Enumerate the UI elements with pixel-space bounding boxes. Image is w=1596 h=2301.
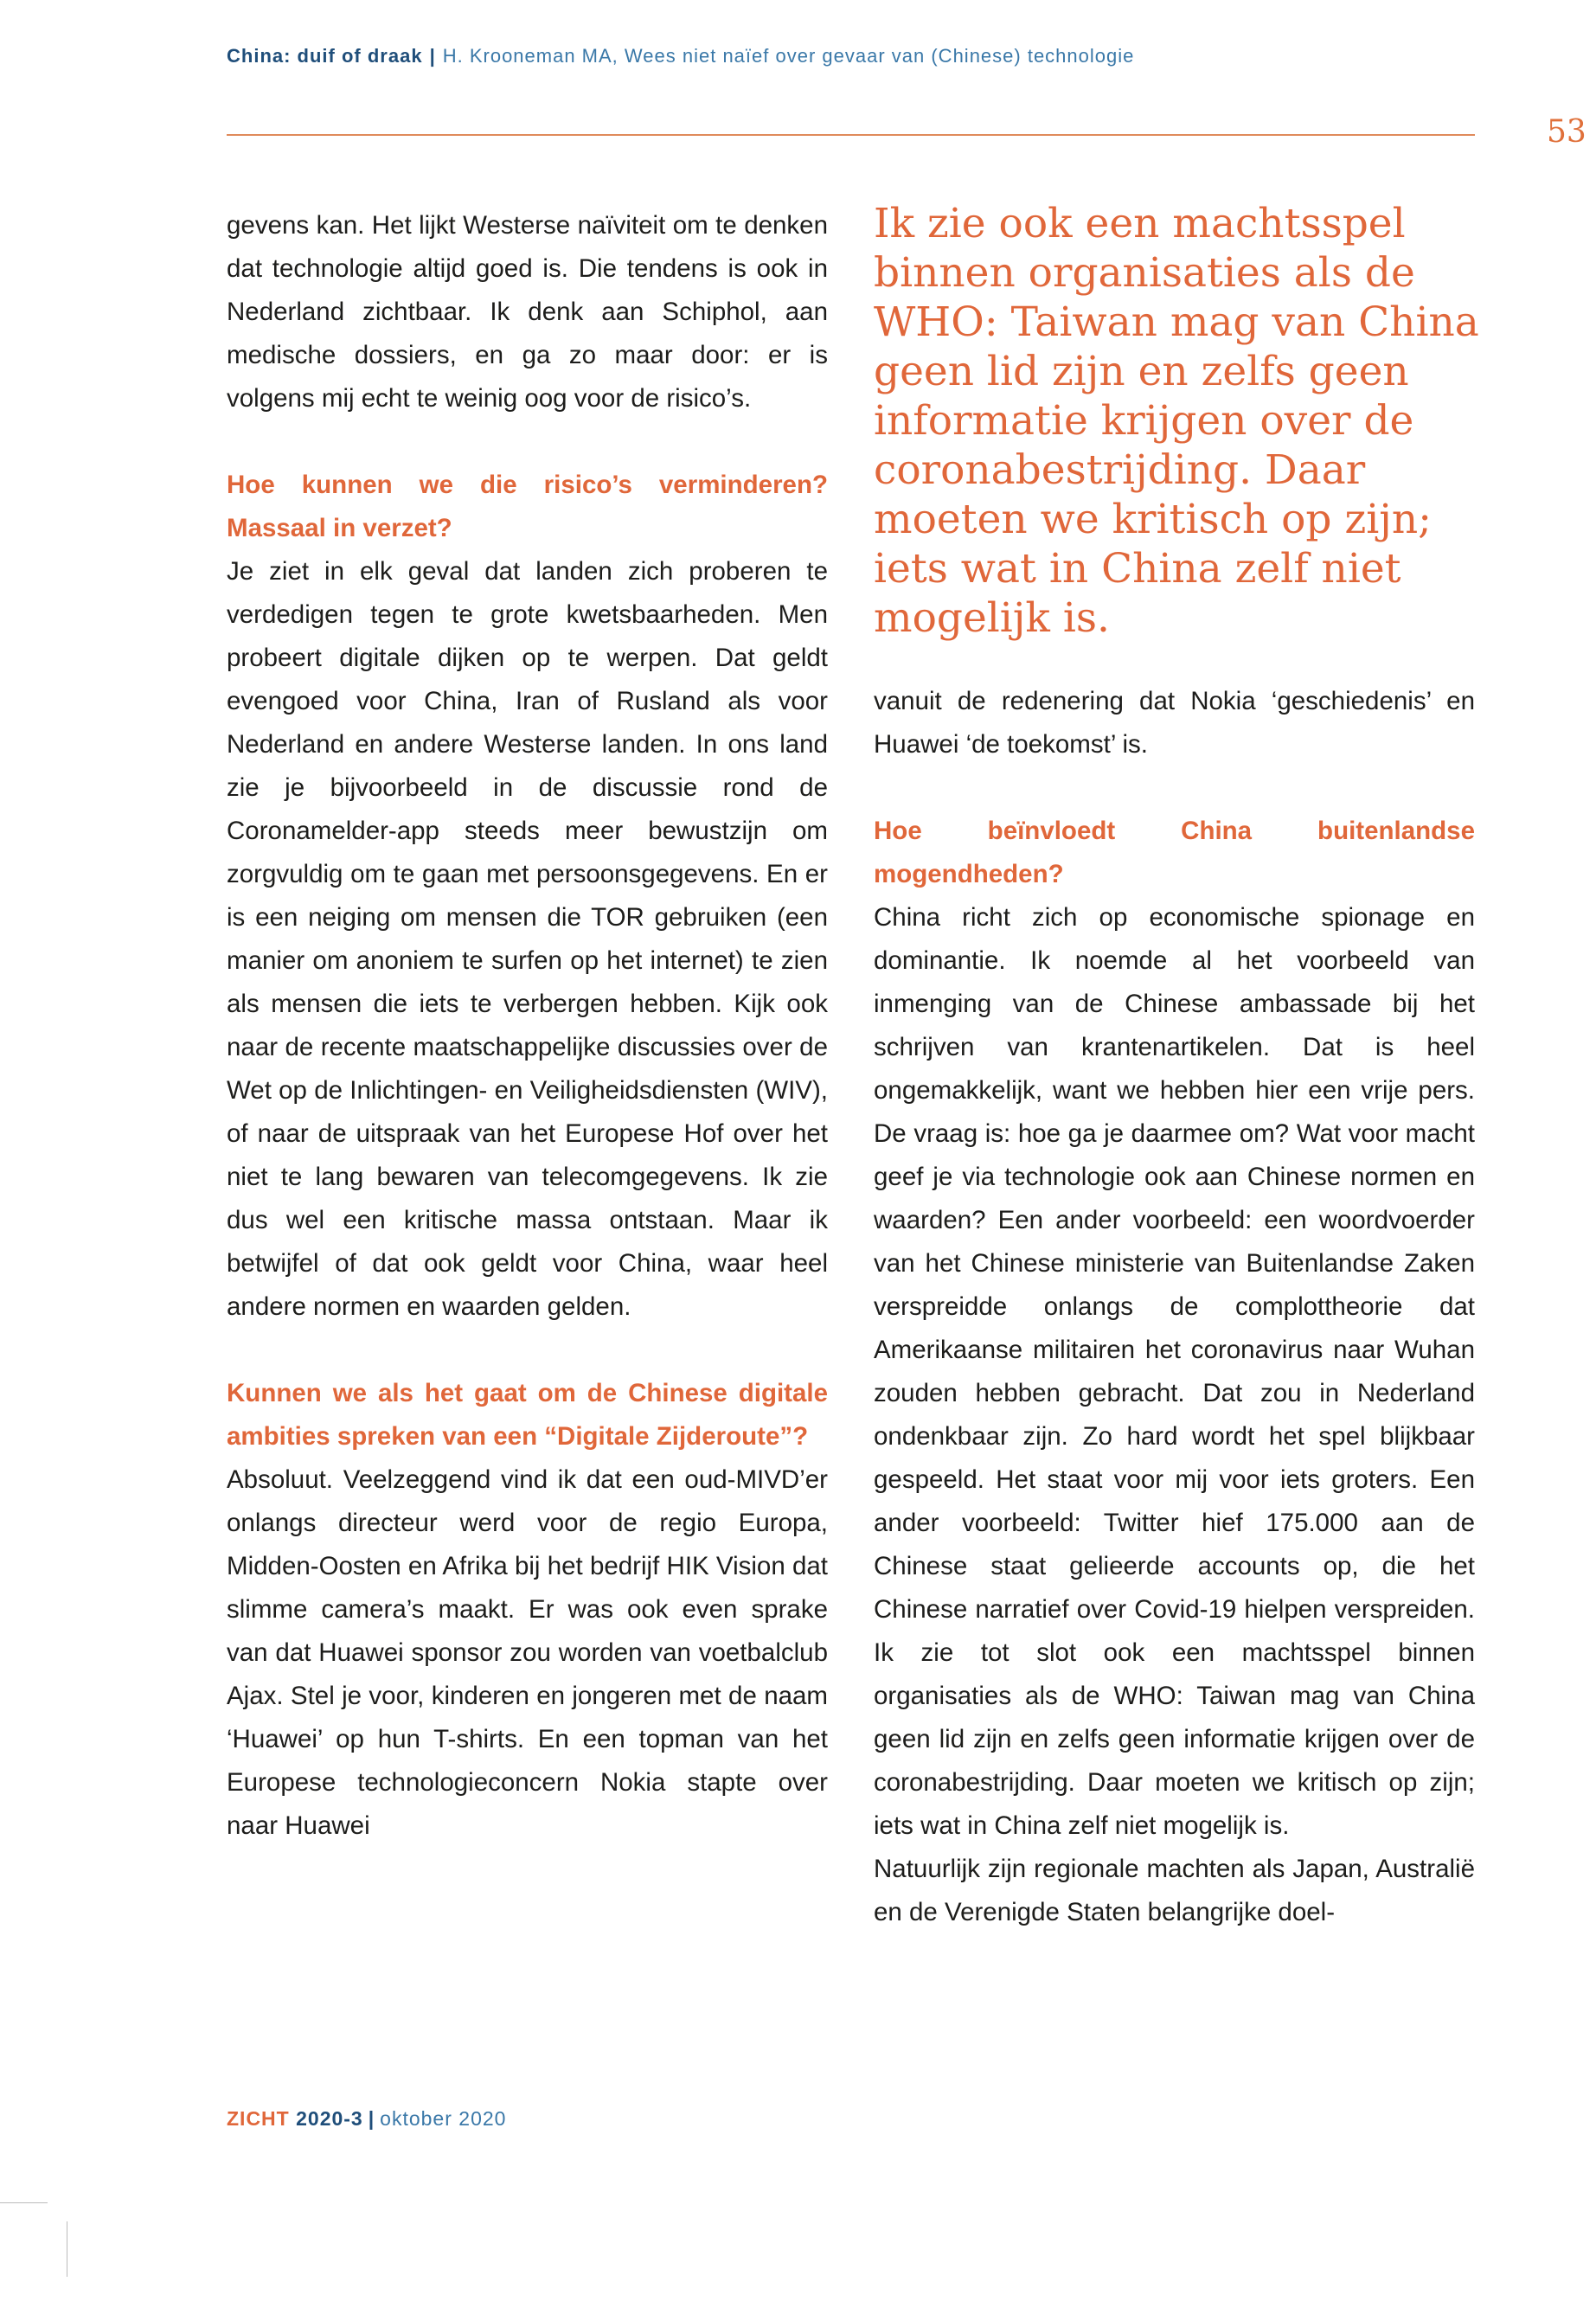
question-heading: Kunnen we als het gaat om de Chinese digitale ambities spreken van een “Digitale Zijderoute”? [227, 1379, 828, 1451]
answer-paragraph: Natuurlijk zijn regionale machten als Japan, Australië en de Verenigde Staten belangrijke doel- [874, 1855, 1475, 1926]
footer-issue: 2020-3 [296, 2107, 363, 2130]
answer-paragraph: Absoluut. Veelzeggend vind ik dat een oud-MIVD’er onlangs directeur werd voor de regio Europa, Midden-Oosten en Afrika bij het bedrijf HIK Vision dat slimme camera’s maakt. Er was ook even sprake van dat Huawei sponsor zou worden van voetbalclub Ajax. Stel je voor, kinderen en jongeren met de naam ‘Huawei’ op hun T-shirts. En een topman van het Europese technologieconcern Nokia stapte over naar Huawei [227, 1465, 828, 1840]
footer-brand: ZICHT [227, 2107, 290, 2130]
header-separator: | [429, 45, 436, 67]
crop-mark-horizontal [0, 2202, 48, 2203]
running-header [227, 45, 1134, 67]
paragraph-intro: gevens kan. Het lijkt Westerse naïviteit om te denken dat technologie altijd goed is. Die tendens is ook in Nederland zichtbaar. Ik denk aan Schiphol, aan medische dossiers, en ga zo maar door: er is volgens mij echt te weinig oog voor de risico’s. [227, 211, 828, 413]
right-column [874, 680, 1475, 1934]
page-footer [227, 2107, 506, 2131]
footer-separator: | [368, 2107, 375, 2130]
footer-date: oktober 2020 [380, 2107, 507, 2130]
paragraph-continued: vanuit de redenering dat Nokia ‘geschiedenis’ en Huawei ‘de toekomst’ is. [874, 687, 1475, 759]
pull-quote: Ik zie ook een machtsspel binnen organisaties als de WHO: Taiwan mag van China geen lid zijn en zelfs geen informatie krijgen over de coronabestrijding. Daar moeten we kritisch op zijn; iets wat in China zelf niet mogelijk is. [874, 200, 1479, 642]
paragraph-gap [227, 1329, 828, 1372]
header-rule [227, 134, 1475, 136]
page-number: 53 [1547, 114, 1586, 150]
question-heading: Hoe beïnvloedt China buitenlandse mogendheden? [874, 817, 1475, 888]
left-column [227, 204, 828, 1848]
article-reference: H. Krooneman MA, Wees niet naïef over gevaar van (Chinese) technologie [442, 45, 1135, 67]
answer-paragraph: China richt zich op economische spionage en dominantie. Ik noemde al het voorbeeld van inmenging van de Chinese ambassade bij het schrijven van krantenartikelen. Dat is heel ongemakkelijk, want we hebben hier een vrije pers. De vraag is: hoe ga je daarmee om? Wat voor macht geef je via technologie ook aan Chinese normen en waarden? Een ander voorbeeld: een woordvoerder van het Chinese ministerie van Buitenlandse Zaken verspreidde onlangs de complottheorie dat Amerikaanse militairen het coronavirus naar Wuhan zouden hebben gebracht. Dat zou in Nederland ondenkbaar zijn. Zo hard wordt het spel blijkbaar gespeeld. Het staat voor mij voor iets groters. Een ander voorbeeld: Twitter hief 175.000 aan de Chinese staat gelieerde accounts op, die het Chinese narratief over Covid-19 hielpen verspreiden. Ik zie tot slot ook een machtsspel binnen organisaties als de WHO: Taiwan mag van China geen lid zijn en zelfs geen informatie krijgen over de coronabestrijding. Daar moeten we kritisch op zijn; iets wat in China zelf niet mogelijk is. [874, 903, 1475, 1840]
answer-paragraph: Je ziet in elk geval dat landen zich proberen te verdedigen tegen te grote kwetsbaarheden. Men probeert digitale dijken op te werpen. Dat geldt evengoed voor China, Iran of Rusland als voor Nederland en andere Westerse landen. In ons land zie je bijvoorbeeld in de discussie rond de Coronamelder-app steeds meer bewustzijn om zorgvuldig om te gaan met persoonsgegevens. En er is een neiging om mensen die TOR gebruiken (een manier om anoniem te surfen op het internet) te zien als mensen die iets te verbergen hebben. Kijk ook naar de recente maatschappelijke discussies over de Wet op de Inlichtingen- en Veiligheidsdiensten (WIV), of naar de uitspraak van het Europese Hof over het niet te lang bewaren van telecomgegevens. Ik zie dus wel een kritische massa ontstaan. Maar ik betwijfel of dat ook geldt voor China, waar heel andere normen en waarden gelden. [227, 557, 828, 1321]
paragraph-gap [227, 420, 828, 464]
question-heading: Hoe kunnen we die risico’s verminderen? Massaal in verzet? [227, 471, 828, 542]
magazine-title: China: duif of draak [227, 45, 423, 67]
paragraph-gap [874, 766, 1475, 810]
